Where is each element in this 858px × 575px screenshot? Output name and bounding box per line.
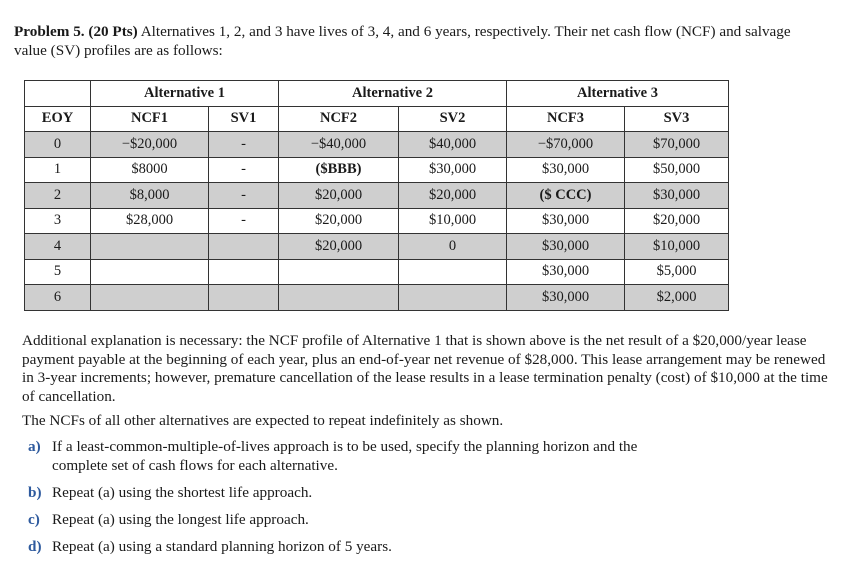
problem-title: Problem 5. (20 Pts): [14, 23, 138, 40]
table-cell: $10,000: [625, 234, 729, 260]
question-label: d): [28, 538, 42, 555]
table-cell: $8000: [91, 157, 209, 183]
repeat-note: The NCFs of all other alternatives are expected to repeat indefinitely as shown.: [22, 412, 504, 429]
table-row: [25, 234, 729, 260]
table-row: [25, 259, 729, 285]
column-header: NCF3: [507, 106, 625, 132]
table-cell: 2: [25, 183, 91, 209]
group-header: Alternative 3: [507, 81, 729, 107]
column-header-row: [25, 106, 729, 132]
table-cell: [279, 285, 399, 311]
table-cell: [399, 285, 507, 311]
question-label: b): [28, 484, 42, 501]
column-header: SV3: [625, 106, 729, 132]
table-row: [25, 208, 729, 234]
table-cell: $50,000: [625, 157, 729, 183]
table-cell: $30,000: [507, 259, 625, 285]
table-cell: $30,000: [507, 285, 625, 311]
table-cell: ($ CCC): [507, 183, 625, 209]
question-label: a): [28, 438, 41, 455]
cash-flow-table: [24, 80, 729, 311]
table-cell: -: [209, 157, 279, 183]
table-cell: $10,000: [399, 208, 507, 234]
column-header: SV2: [399, 106, 507, 132]
table-cell: $8,000: [91, 183, 209, 209]
table-cell: $20,000: [399, 183, 507, 209]
table-cell: $20,000: [279, 183, 399, 209]
table-cell: -: [209, 132, 279, 158]
question-item: [28, 438, 692, 475]
table-cell: [209, 234, 279, 260]
table-cell: $5,000: [625, 259, 729, 285]
column-header: SV1: [209, 106, 279, 132]
question-text: Repeat (a) using the shortest life approach.: [52, 484, 313, 501]
table-cell: $70,000: [625, 132, 729, 158]
table-cell: 0: [25, 132, 91, 158]
additional-explanation: Additional explanation is necessary: the NCF profile of Alternative 1 that is shown above is the net result of a $20,000/year lease payment payable at the beginning of each year, plus an end-of-year net revenue of $28,000. This lease arrangement may be renewed in 3-year increments; however, premature cancellation of the lease results in a lease termination penalty (cost) of $10,000 at the time of cancellation.: [22, 332, 828, 405]
question-text: Repeat (a) using a standard planning horizon of 5 years.: [52, 538, 392, 555]
table-cell: $30,000: [399, 157, 507, 183]
table-cell: [91, 234, 209, 260]
table-cell: $20,000: [625, 208, 729, 234]
problem-statement: [14, 22, 814, 60]
table-cell: 3: [25, 208, 91, 234]
table-cell: -: [209, 208, 279, 234]
table-cell: [91, 285, 209, 311]
question-text: Repeat (a) using the longest life approach.: [52, 511, 309, 528]
table-cell: −$70,000: [507, 132, 625, 158]
table-cell: 6: [25, 285, 91, 311]
column-header: NCF2: [279, 106, 399, 132]
table-cell: −$20,000: [91, 132, 209, 158]
column-header: EOY: [25, 106, 91, 132]
table-cell: 1: [25, 157, 91, 183]
table-cell: $20,000: [279, 208, 399, 234]
table-cell: $30,000: [625, 183, 729, 209]
table-cell: [399, 259, 507, 285]
table-cell: 4: [25, 234, 91, 260]
corner-cell: [25, 81, 91, 107]
question-item: [28, 538, 692, 557]
table-row: [25, 183, 729, 209]
table-cell: [209, 259, 279, 285]
table-cell: 5: [25, 259, 91, 285]
question-item: [28, 511, 692, 530]
table-cell: $2,000: [625, 285, 729, 311]
group-header-row: [25, 81, 729, 107]
table-cell: $30,000: [507, 208, 625, 234]
table-cell: -: [209, 183, 279, 209]
table-row: [25, 285, 729, 311]
table-cell: ($BBB): [279, 157, 399, 183]
table-cell: [209, 285, 279, 311]
question-label: c): [28, 511, 40, 528]
table-cell: 0: [399, 234, 507, 260]
table-cell: $30,000: [507, 234, 625, 260]
group-header: Alternative 1: [91, 81, 279, 107]
table-cell: $30,000: [507, 157, 625, 183]
table-row: [25, 157, 729, 183]
group-header: Alternative 2: [279, 81, 507, 107]
table-cell: [91, 259, 209, 285]
table-cell: $28,000: [91, 208, 209, 234]
table-cell: −$40,000: [279, 132, 399, 158]
question-text: If a least-common-multiple-of-lives approach is to be used, specify the planning horizon and the complete set of cash flows for each alternative.: [52, 438, 638, 474]
table-cell: [279, 259, 399, 285]
problem-intro-text: Alternatives 1, 2, and 3 have lives of 3, 4, and 6 years, respectively. Their net cash flow (NCF) and salvage value (SV) profiles are as follows:: [14, 23, 791, 59]
table-cell: $40,000: [399, 132, 507, 158]
table-cell: $20,000: [279, 234, 399, 260]
table-row: [25, 132, 729, 158]
question-item: [28, 484, 692, 503]
column-header: NCF1: [91, 106, 209, 132]
